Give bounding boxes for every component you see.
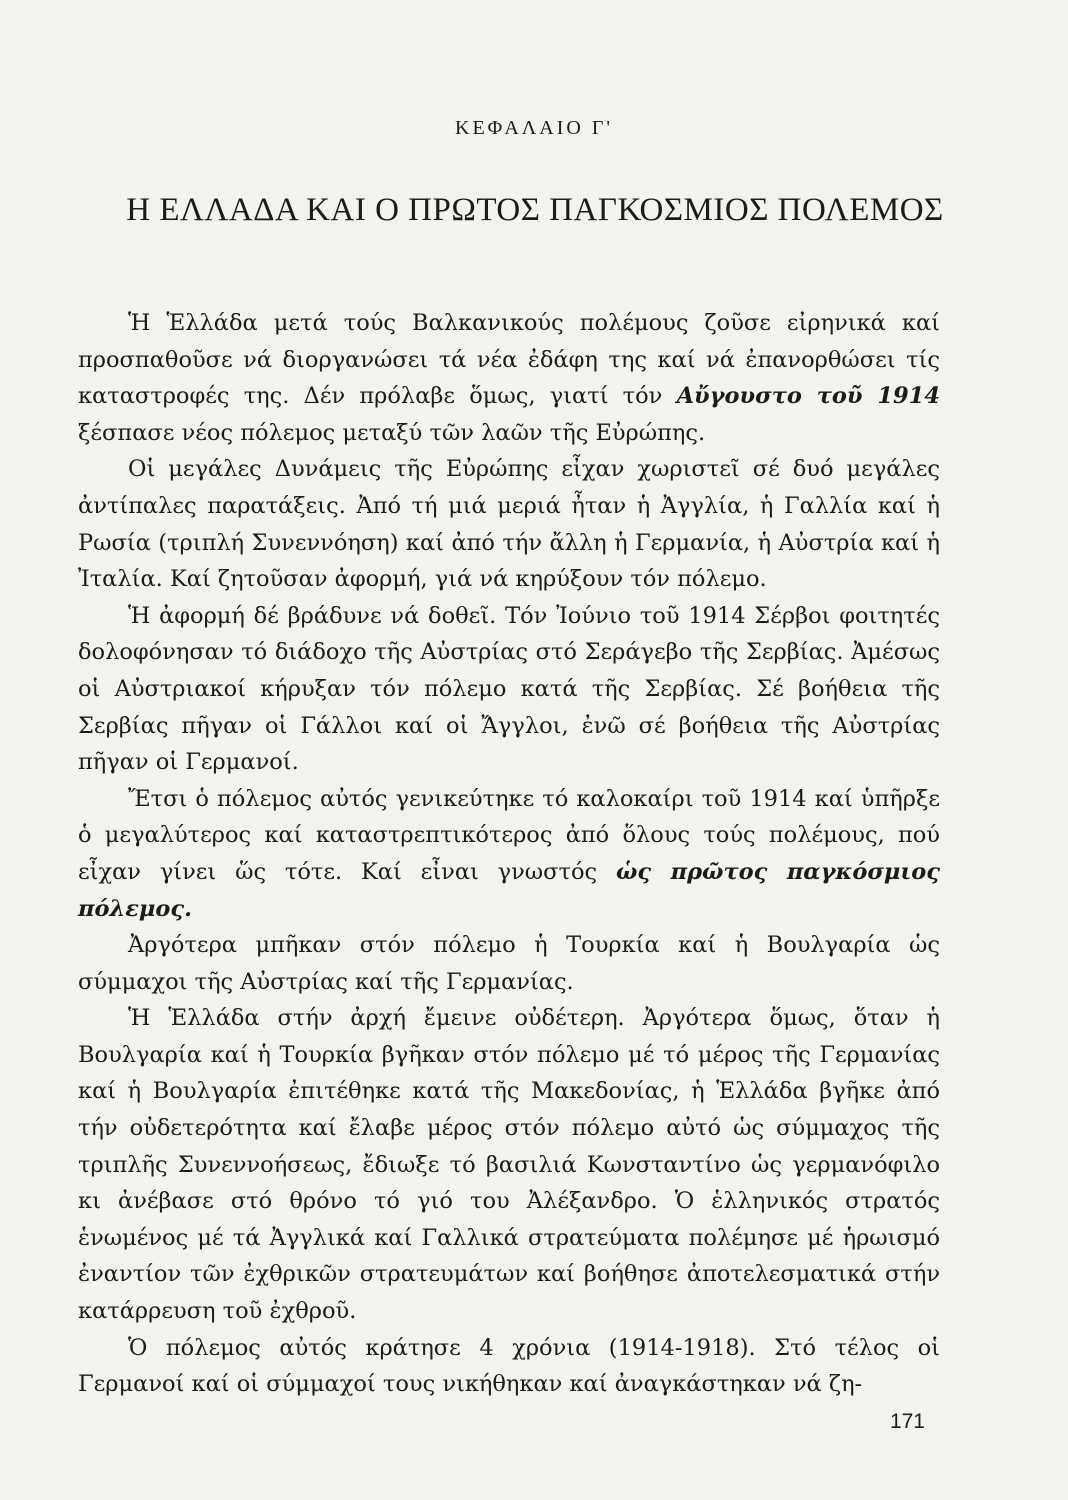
chapter-title: Η ΕΛΛΑΔΑ ΚΑΙ Ο ΠΡΩΤΟΣ ΠΑΓΚΟΣΜΙΟΣ ΠΟΛΕΜΟΣ xyxy=(126,192,944,228)
paragraph xyxy=(78,1000,940,1329)
emphasized-text: Αὔγουστο τοῦ 1914 xyxy=(676,383,940,410)
paragraph-text: Ἔτσι ὁ πόλεμος αὐτός γενικεύτηκε τό καλοκαίρι τοῦ 1914 καί ὑπῆρξε ὁ μεγαλύτερος καί καταστρεπτικότερος ἀπό ὅλους τούς πολέμους, πού εἶχαν γίνει ὥς τότε. Καί εἶναι γνωστός xyxy=(78,785,940,885)
paragraph xyxy=(78,598,940,781)
chapter-heading: ΚΕΦΑΛΑΙΟ Γ' xyxy=(455,117,613,139)
paragraph-text: Ὁ πόλεμος αὐτός κράτησε 4 χρόνια (1914-1918). Στό τέλος οἱ Γερμανοί καί οἱ σύμμαχοί τους νικήθηκαν καί ἀναγκάστηκαν νά ζη- xyxy=(78,1334,940,1398)
paragraph-text: Οἱ μεγάλες Δυνάμεις τῆς Εὐρώπης εἶχαν χωριστεῖ σέ δυό μεγάλες ἀντίπαλες παρατάξεις. Ἀπό τή μιά μεριά ἦταν ἡ Ἀγγλία, ἡ Γαλλία καί ἡ Ρωσία (τριπλή Συνεννόηση) καί ἀπό τήν ἄλλη ἡ Γερμανία, ἡ Αὐστρία καί ἡ Ἰταλία. Καί ζητοῦσαν ἀφορμή, γιά νά κηρύξουν τόν πόλεμο. xyxy=(78,456,940,593)
paragraph-text: Ἡ ἀφορμή δέ βράδυνε νά δοθεῖ. Τόν Ἰούνιο τοῦ 1914 Σέρβοι φοιτητές δολοφόνησαν τό διάδοχο τῆς Αὐστρίας στό Σεράγεβο τῆς Σερβίας. Ἀμέσως οἱ Αὐστριακοί κήρυξαν τόν πόλεμο κατά τῆς Σερβίας. Σέ βοήθεια τῆς Σερβίας πῆγαν οἱ Γάλλοι καί οἱ Ἄγγλοι, ἐνῶ σέ βοήθεια τῆς Αὐστρίας πῆγαν οἱ Γερμανοί. xyxy=(78,602,940,776)
emphasized-text: ὡς πρῶτος παγκόσμιος πόλεμος. xyxy=(78,858,940,922)
paragraph-text: Ἀργότερα μπῆκαν στόν πόλεμο ἡ Τουρκία καί ἡ Βουλγαρία ὡς σύμμαχοι τῆς Αὐστρίας καί τῆς Γερμανίας. xyxy=(78,932,940,995)
paragraph-text: ξέσπασε νέος πόλεμος μεταξύ τῶν λαῶν τῆς Εὐρώπης. xyxy=(78,419,706,446)
paragraph xyxy=(78,927,940,1000)
page-number: 171 xyxy=(889,1410,925,1433)
paragraph-text: Ἡ Ἑλλάδα μετά τούς Βαλκανικούς πολέμους ζοῦσε εἰρηνικά καί προσπαθοῦσε νά διοργανώσει τά νέα ἐδάφη της καί νά ἐπανορθώσει τίς καταστροφές της. Δέν πρόλαβε ὅμως, γιατί τόν xyxy=(78,310,940,410)
paragraph xyxy=(78,451,940,597)
paragraph xyxy=(78,305,940,451)
paragraph xyxy=(78,781,940,927)
paragraph xyxy=(78,1330,940,1403)
body-text xyxy=(78,305,940,1403)
paragraph-text: Ἡ Ἑλλάδα στήν ἀρχή ἔμεινε οὐδέτερη. Ἀργότερα ὅμως, ὅταν ἡ Βουλγαρία καί ἡ Τουρκία βγῆκαν στόν πόλεμο μέ τό μέρος τῆς Γερμανίας καί ἡ Βουλγαρία ἐπιτέθηκε κατά τῆς Μακεδονίας, ἡ Ἑλλάδα βγῆκε ἀπό τήν οὐδετερότητα καί ἔλαβε μέρος στόν πόλεμο αὐτό ὡς σύμμαχος τῆς τριπλῆς Συνεννοήσεως, ἔδιωξε τό βασιλιά Κωνσταντίνο ὡς γερμανόφιλο κι ἀνέβασε στό θρόνο τό γιό του Ἀλέξανδρο. Ὁ ἑλληνικός στρατός ἑνωμένος μέ τά Ἀγγλικά καί Γαλλικά στρατεύματα πολέμησε μέ ἡρωισμό ἐναντίον τῶν ἐχθρικῶν στρατευμάτων καί βοήθησε ἀποτελεσματικά στήν κατάρρευση τοῦ ἐχθροῦ. xyxy=(78,1005,940,1325)
